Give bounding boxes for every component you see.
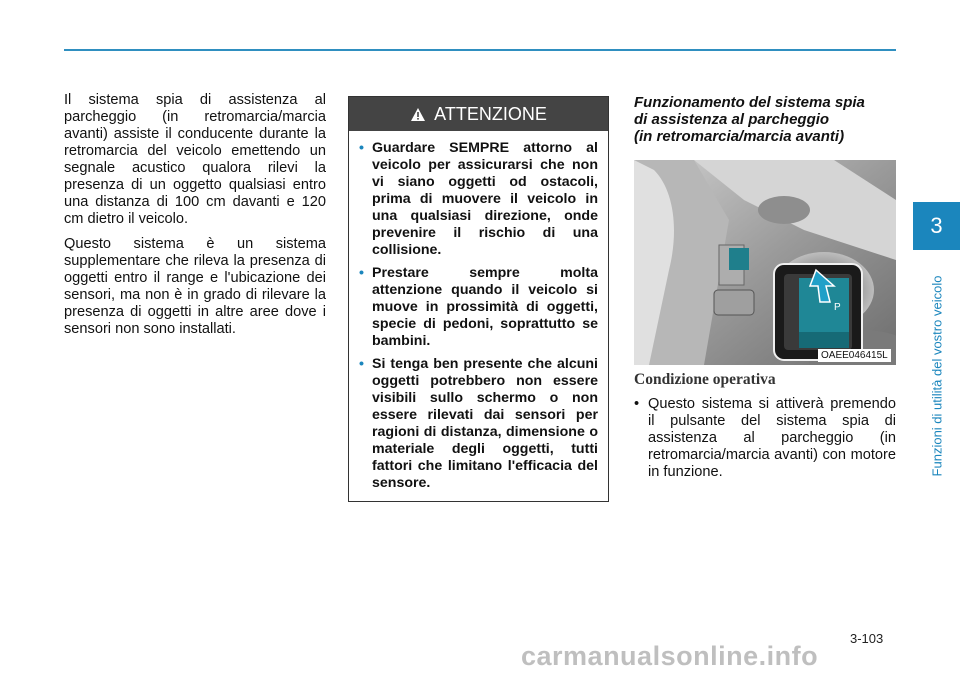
condition-title: Condizione operativa (634, 371, 776, 388)
chapter-tab: 3 (913, 202, 960, 250)
warning-item: • Guardare SEMPRE attorno al veicolo per assicurarsi che non vi siano oggetti od ostacoli, prima di muovere il veicolo in una qualsiasi direzione, onde prevenire il rischio di una collisione. (359, 140, 598, 258)
bullet-icon: • (359, 356, 364, 372)
warning-item: • Si tenga ben presente che alcuni oggetti potrebbero non essere visibili sullo schermo o non essere rilevati dai sensori per ragioni di distanza, dimensione o materiale degli oggetti, tutti fattori che limitano l'efficacia del sensore. (359, 356, 598, 491)
bullet-icon: • (634, 396, 640, 412)
warning-list (349, 131, 608, 492)
console-photo (634, 160, 896, 365)
condition-item: • Questo sistema si attiverà premendo il pulsante del sistema spia di assistenza al parcheggio (in retromarcia/marcia avanti) con motore in funzione. (634, 396, 896, 480)
warning-triangle-icon (410, 107, 426, 122)
intro-paragraph-1: Il sistema spia di assistenza al parcheggio (in retromarcia/marcia avanti) assiste il conducente durante la retromarcia del veicolo emettendo un segnale acustico qualora rilevi la presenza di un oggetto qualsiasi entro una distanza di 100 cm davanti e 120 cm dietro il veicolo. (64, 92, 326, 227)
watermark: carmanualsonline.info (521, 641, 819, 671)
warning-header (349, 97, 608, 131)
warning-item: • Prestare sempre molta attenzione quando il veicolo si muove in prossimità di oggetti, specie di pedoni, soprattutto se bambini. (359, 265, 598, 349)
chapter-side-title (913, 253, 960, 498)
warning-box (348, 96, 609, 502)
svg-text:P: P (834, 302, 841, 313)
function-heading-block (634, 94, 896, 145)
warning-title: ATTENZIONE (434, 103, 547, 124)
intro-column (64, 92, 326, 346)
header-rule (64, 49, 896, 51)
intro-paragraph-2: Questo sistema è un sistema supplementare che rileva la presenza di oggetti entro il range e l'ubicazione dei sensori, ma non è in grado di rilevare la presenza di oggetti in altre aree dove i sensori non sono installati. (64, 236, 326, 337)
page-number: 3-103 (850, 631, 884, 646)
function-heading: Funzionamento del sistema spia di assistenza al parcheggio (in retromarcia/marcia avanti) (634, 94, 865, 145)
bullet-icon: • (359, 140, 364, 156)
bullet-icon: • (359, 265, 364, 281)
image-caption: OAEE046415L (818, 349, 891, 362)
chapter-title-text: Funzioni di utilità del vostro veicolo (929, 275, 944, 476)
